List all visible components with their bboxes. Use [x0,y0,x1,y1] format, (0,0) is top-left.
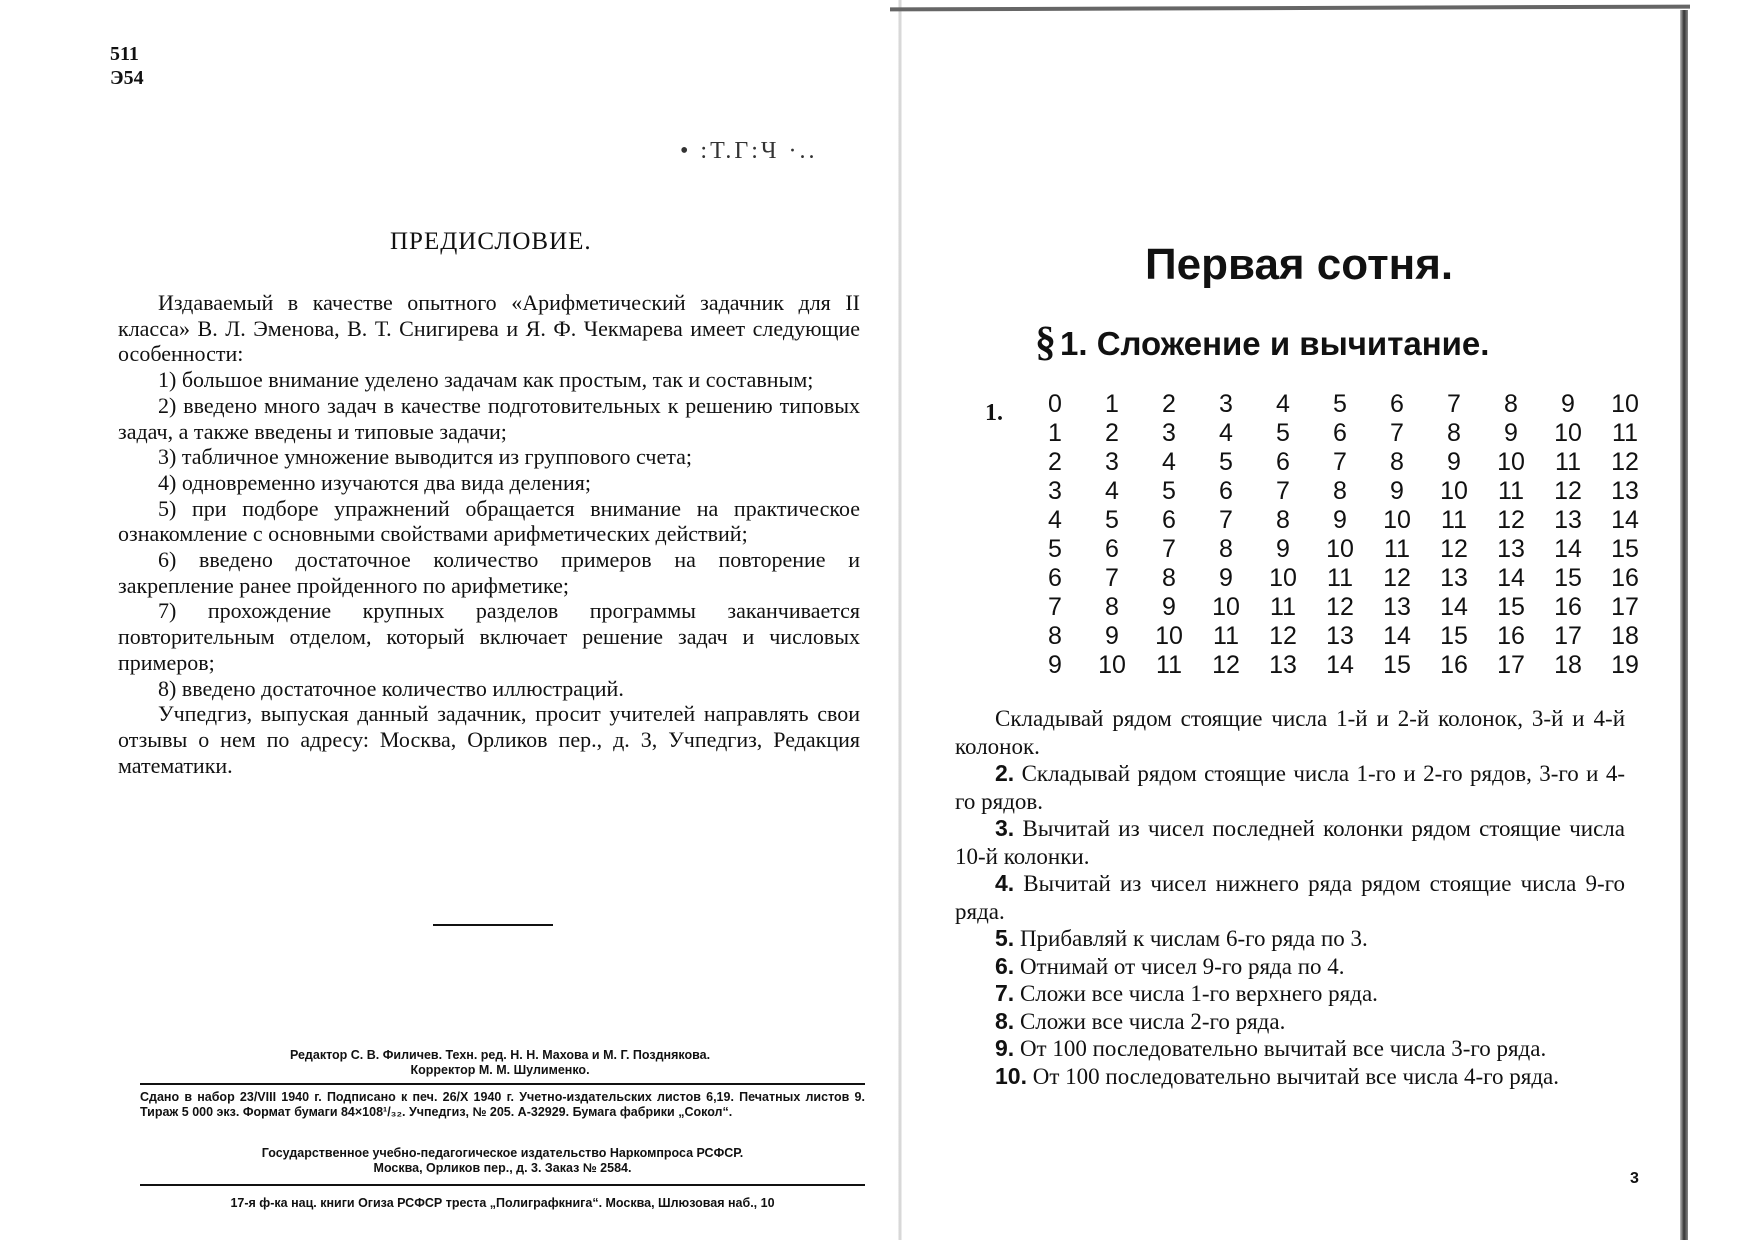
grid-cell-r2-c6: 6 [1333,419,1347,447]
grid-cell-r9-c6: 13 [1326,622,1354,650]
grid-cell-r8-c6: 12 [1326,593,1354,621]
grid-cell-r2-c2: 2 [1105,419,1119,447]
grid-cell-r3-c8: 9 [1447,448,1461,476]
grid-cell-r9-c8: 15 [1440,622,1468,650]
grid-cell-r6-c1: 5 [1048,535,1062,563]
grid-cell-r4-c11: 13 [1611,477,1639,505]
grid-cell-r10-c1: 9 [1048,651,1062,679]
preface-heading: ПРЕДИСЛОВИЕ. [390,228,592,255]
task-7-number: 7. [995,980,1015,1006]
grid-cell-r6-c4: 8 [1219,535,1233,563]
grid-cell-r8-c8: 14 [1440,593,1468,621]
section-title: 1. Сложение и вычитание. [1060,325,1490,362]
task-3-text: Вычитай из чисел последней колонки рядом стоящие числа 10-й колонки. [955,816,1625,869]
task-6-number: 6. [995,952,1015,979]
grid-cell-r6-c10: 14 [1554,535,1582,563]
task-8-number: 8. [995,1007,1015,1034]
task-6 [955,953,1625,981]
imprint-publisher: Государственное учебно-педагогическое издательство Наркомпроса РСФСР. [261,1146,744,1160]
section-heading [1035,318,1489,366]
imprint-print-details: Сдано в набор 23/VIII 1940 г. Подписано к печ. 26/X 1940 г. Учетно-издательских листов 6,19. Печатных листов 9. Тираж 5 000 экз. Формат бумаги 84×108¹/₃₂. Учпедгиз, № 205. А-32929. Бумага фабрики „Сокол“. [140,1090,865,1119]
task-4-text: Вычитай из чисел нижнего ряда рядом стоящие числа 9-го ряда. [955,871,1625,924]
task-4-number: 4. [995,870,1015,896]
preface-point-2: 2) введено много задач в качестве подготовительных к решению типовых задач, а также введены и типовые задачи; [118,392,860,444]
grid-cell-r6-c8: 12 [1440,535,1468,563]
grid-cell-r8-c5: 11 [1270,593,1296,621]
grid-cell-r3-c4: 5 [1219,448,1233,476]
grid-cell-r8-c10: 16 [1554,593,1582,621]
grid-cell-r3-c10: 11 [1555,448,1581,476]
grid-cell-r7-c9: 14 [1497,564,1525,592]
grid-cell-r9-c10: 17 [1554,622,1582,650]
task-7-text: Сложи все числа 1-го верхнего ряда. [1019,981,1378,1006]
grid-cell-r3-c3: 4 [1162,448,1176,476]
preface-point-1: 1) большое внимание уделено задачам как простым, так и составным; [158,367,814,393]
grid-cell-r8-c9: 15 [1497,593,1525,621]
grid-cell-r5-c9: 12 [1497,506,1525,534]
task-8-text: Сложи все числа 2-го ряда. [1019,1008,1286,1034]
grid-cell-r9-c4: 11 [1213,622,1239,650]
grid-cell-r5-c11: 14 [1611,506,1639,534]
exercise-1-label: 1. [985,400,1003,426]
preface-point-5: 5) при подборе упражнений обращается внимание на практическое ознакомление с основными свойствами арифметических действий; [118,495,860,547]
preface-point-4: 4) одновременно изучаются два вида деления; [158,469,591,495]
task-3 [955,815,1625,870]
grid-cell-r1-c10: 9 [1561,390,1575,418]
grid-cell-r3-c9: 10 [1497,448,1525,476]
grid-cell-r2-c7: 7 [1390,419,1404,447]
grid-cell-r9-c3: 10 [1155,622,1183,650]
grid-cell-r8-c11: 17 [1611,593,1639,621]
grid-cell-r7-c3: 8 [1162,564,1176,592]
preface-body [118,290,860,778]
imprint-printer: 17-я ф-ка нац. книги Огиза РСФСР треста „Полиграфкнига“. Москва, Шлюзовая наб., 10 [230,1196,775,1210]
imprint-corrector: Корректор М. М. Шулименко. [410,1063,590,1077]
task-7 [955,980,1625,1008]
grid-cell-r10-c6: 14 [1326,651,1354,679]
grid-cell-r2-c4: 4 [1219,419,1233,447]
grid-cell-r7-c8: 13 [1440,564,1468,592]
grid-cell-r6-c3: 7 [1162,535,1176,563]
grid-cell-r3-c11: 12 [1611,448,1639,476]
preface-paragraph-closing: Учпедгиз, выпуская данный задачник, просит учителей направлять свои отзывы о нем по адресу: Москва, Орликов пер., д. 3, Учпедгиз, Редакция математики. [118,701,860,778]
grid-cell-r3-c6: 7 [1333,448,1347,476]
grid-cell-r3-c5: 6 [1276,448,1290,476]
grid-cell-r8-c1: 7 [1048,593,1062,621]
grid-cell-r4-c2: 4 [1105,477,1119,505]
preface-point-6: 6) введено достаточное количество примеров на повторение и закрепление ранее пройденного по арифметике; [118,547,860,598]
grid-cell-r5-c8: 11 [1441,506,1467,534]
grid-cell-r6-c6: 10 [1326,535,1354,563]
task-4 [955,870,1625,925]
grid-cell-r10-c2: 10 [1098,651,1126,679]
library-stamp: • :Т.Г:Ч ·.. [680,138,818,164]
task-9-number: 9. [995,1035,1015,1061]
grid-cell-r4-c10: 12 [1554,477,1582,505]
grid-cell-r5-c5: 8 [1276,506,1290,534]
imprint-rule-bottom [140,1184,865,1186]
grid-cell-r3-c7: 8 [1390,448,1404,476]
grid-cell-r9-c1: 8 [1048,622,1062,650]
task-2-text: Складывай рядом стоящие числа 1-го и 2-го рядов, 3-го и 4-го рядов. [955,761,1626,814]
grid-cell-r7-c1: 6 [1048,564,1062,592]
chapter-title: Первая сотня. [1145,240,1454,289]
grid-cell-r7-c11: 16 [1611,564,1639,592]
imprint-address: Москва, Орликов пер., д. 3. Заказ № 2584. [373,1161,632,1175]
grid-cell-r10-c11: 19 [1611,651,1639,679]
grid-cell-r4-c1: 3 [1048,477,1062,505]
grid-cell-r5-c1: 4 [1048,506,1062,534]
grid-cell-r6-c9: 13 [1497,535,1525,563]
grid-cell-r1-c9: 8 [1504,390,1518,418]
imprint-editors-block [200,1048,800,1078]
page-number: 3 [1630,1170,1639,1187]
grid-cell-r7-c10: 15 [1554,564,1582,592]
grid-cell-r3-c1: 2 [1048,448,1062,476]
task-10-text: От 100 последовательно вычитай все числа 4-го ряда. [1032,1063,1560,1089]
preface-point-3: 3) табличное умножение выводится из группового счета; [158,444,692,470]
grid-cell-r1-c3: 2 [1162,390,1176,418]
shelfmark-line-1: 511 [110,43,139,65]
task-9 [955,1035,1625,1063]
grid-cell-r10-c8: 16 [1440,651,1468,679]
imprint-rule-top [140,1083,865,1085]
grid-cell-r4-c8: 10 [1440,477,1468,505]
exercise-1-text: Складывай рядом стоящие числа 1-й и 2-й колонок, 3-й и 4-й колонок. [955,706,1625,759]
right-page [900,0,1754,1240]
grid-cell-r2-c3: 3 [1162,419,1176,447]
grid-cell-r5-c7: 10 [1383,506,1411,534]
grid-cell-r10-c4: 12 [1212,651,1240,679]
grid-cell-r2-c11: 11 [1612,419,1638,447]
grid-cell-r10-c5: 13 [1269,651,1297,679]
number-grid [1030,390,1639,690]
task-2 [955,760,1625,815]
task-2-number: 2. [995,760,1015,786]
grid-cell-r6-c5: 9 [1276,535,1290,563]
grid-cell-r4-c3: 5 [1162,477,1176,505]
grid-cell-r6-c7: 11 [1384,535,1410,563]
grid-cell-r10-c10: 18 [1554,651,1582,679]
grid-cell-r5-c3: 6 [1162,506,1176,534]
task-5-number: 5. [995,925,1015,951]
grid-cell-r10-c9: 17 [1497,651,1525,679]
preface-paragraph-intro: Издаваемый в качестве опытного «Арифметический задачник для II класса» В. Л. Эменова, В. Т. Снигирева и Я. Ф. Чекмарева имеет следующие особенности: [118,290,860,367]
imprint-editors: Редактор С. В. Филичев. Техн. ред. Н. Н. Махова и М. Г. Позднякова. [289,1048,711,1062]
task-10 [955,1063,1625,1091]
task-10-number: 10. [995,1062,1027,1089]
grid-cell-r8-c3: 9 [1162,593,1176,621]
grid-cell-r2-c1: 1 [1048,419,1062,447]
task-5-text: Прибавляй к числам 6-го ряда по 3. [1019,926,1368,951]
grid-cell-r4-c7: 9 [1390,477,1404,505]
preface-point-8: 8) введено достаточное количество иллюстраций. [158,675,624,701]
grid-cell-r5-c6: 9 [1333,506,1347,534]
grid-cell-r8-c4: 10 [1212,593,1240,621]
grid-cell-r9-c11: 18 [1611,622,1639,650]
grid-cell-r1-c8: 7 [1447,390,1461,418]
grid-cell-r8-c7: 13 [1383,593,1411,621]
grid-cell-r10-c3: 11 [1156,651,1182,679]
grid-cell-r7-c6: 11 [1327,564,1353,592]
shelfmark-line-2: Э54 [110,67,144,89]
grid-cell-r3-c2: 3 [1105,448,1119,476]
imprint-publisher-block [140,1146,865,1176]
grid-cell-r9-c7: 14 [1383,622,1411,650]
grid-cell-r2-c9: 9 [1504,419,1518,447]
grid-cell-r8-c2: 8 [1105,593,1119,621]
grid-cell-r7-c7: 12 [1383,564,1411,592]
grid-cell-r5-c10: 13 [1554,506,1582,534]
grid-cell-r7-c5: 10 [1269,564,1297,592]
grid-cell-r4-c5: 7 [1276,477,1290,505]
task-8 [955,1008,1625,1036]
grid-cell-r4-c4: 6 [1219,477,1233,505]
grid-cell-r5-c4: 7 [1219,506,1233,534]
grid-cell-r10-c7: 15 [1383,651,1411,679]
task-5 [955,925,1625,953]
grid-cell-r9-c9: 16 [1497,622,1525,650]
grid-cell-r1-c2: 1 [1105,390,1119,418]
task-3-number: 3. [995,815,1015,841]
grid-cell-r4-c9: 11 [1498,477,1524,505]
grid-cell-r1-c6: 5 [1333,390,1347,418]
grid-cell-r1-c4: 3 [1219,390,1233,418]
grid-cell-r1-c11: 10 [1611,390,1639,418]
section-sign: § [1035,319,1056,365]
task-9-text: От 100 последовательно вычитай все числа 3-го ряда. [1019,1036,1547,1061]
grid-cell-r2-c8: 8 [1447,419,1461,447]
grid-cell-r9-c5: 12 [1269,622,1297,650]
grid-cell-r7-c4: 9 [1219,564,1233,592]
grid-cell-r7-c2: 7 [1105,564,1119,592]
grid-cell-r2-c10: 10 [1554,419,1582,447]
preface-point-7: 7) прохождение крупных разделов программы заканчивается повторительным отделом, который включает решение задач и числовых примеров; [118,598,860,675]
grid-cell-r6-c2: 6 [1105,535,1119,563]
grid-cell-r1-c1: 0 [1048,390,1062,418]
section-divider [433,924,553,926]
grid-cell-r2-c5: 5 [1276,419,1290,447]
grid-cell-r1-c5: 4 [1276,390,1290,418]
task-6-text: Отнимай от чисел 9-го ряда по 4. [1019,953,1345,979]
grid-cell-r6-c11: 15 [1611,535,1639,563]
task-list [955,705,1625,1090]
grid-cell-r4-c6: 8 [1333,477,1347,505]
grid-cell-r1-c7: 6 [1390,390,1404,418]
grid-cell-r5-c2: 5 [1105,506,1119,534]
shelfmark [110,42,144,90]
grid-cell-r9-c2: 9 [1105,622,1119,650]
